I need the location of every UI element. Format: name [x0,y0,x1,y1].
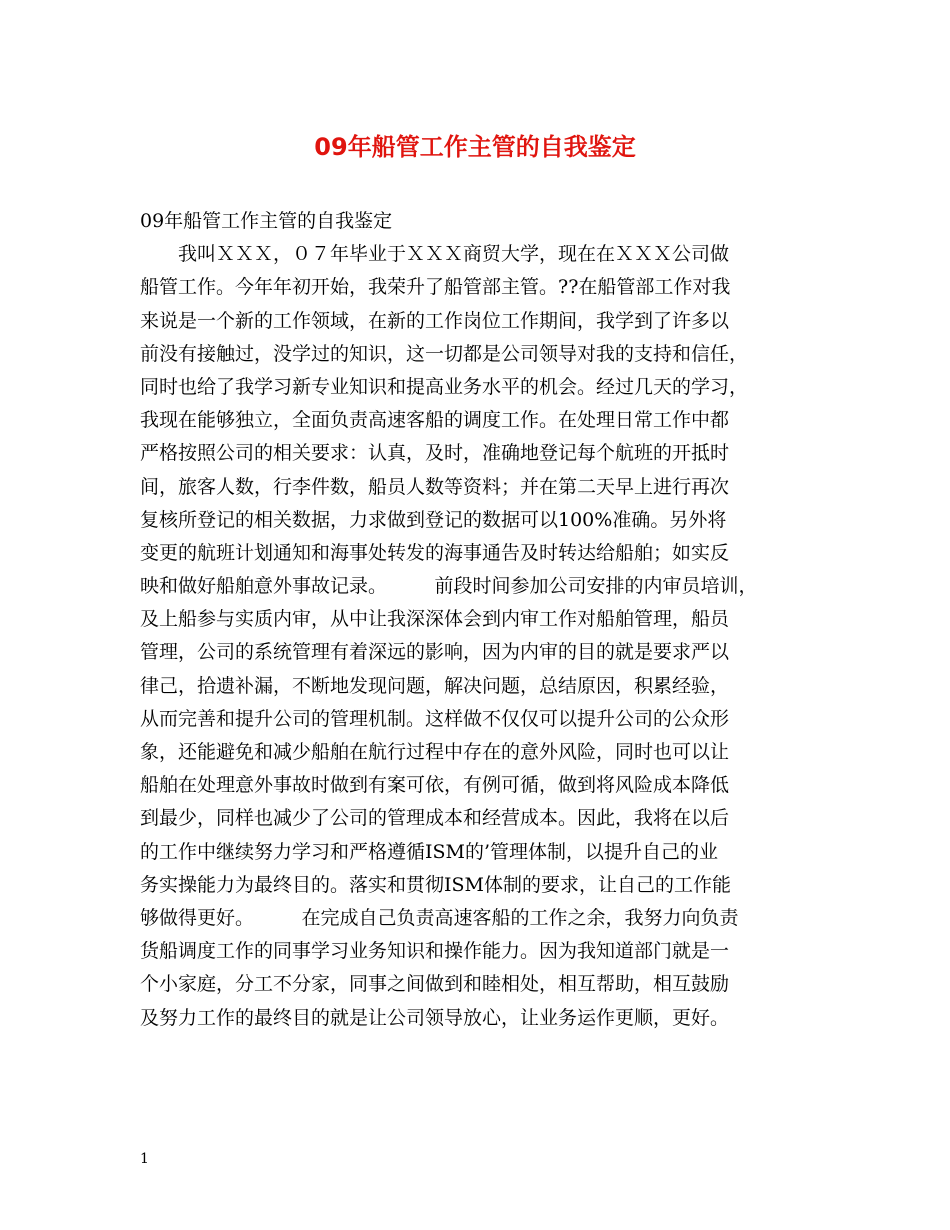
body-line: 及上船参与实质内审，从中让我深深体会到内审工作对船舶管理，船员 [140,608,730,631]
body-line: 象，还能避免和减少船舶在航行过程中存在的意外风险，同时也可以让 [140,741,730,763]
body-line: 前没有接触过，没学过的知识，这一切都是公司领导对我的支持和信任， [140,342,749,365]
body-line: 变更的航班计划通知和海事处转发的海事通告及时转达给船舶；如实反 [140,541,730,564]
body-line: 从而完善和提升公司的管理机制。这样做不仅仅可以提升公司的公众形 [140,707,730,730]
body-line: 律己，拾遗补漏，不断地发现问题，解决问题，总结原因，积累经验， [140,674,730,697]
page-number: 1 [140,1151,149,1167]
body-line: 管理，公司的系统管理有着深远的影响，因为内审的目的就是要求严以 [140,641,730,664]
body-line: 09年船管工作主管的自我鉴定 [140,210,393,232]
body-line: 个小家庭，分工不分家，同事之间做到和睦相处，相互帮助，相互鼓励 [140,973,730,996]
body-line: 我叫ＸＸＸ，０７年毕业于ＸＸＸ商贸大学，现在在ＸＸＸ公司做 [140,243,730,266]
document-body [140,205,820,1035]
body-line: 的工作中继续努力学习和严格遵循ISM的’管理体制，以提升自己的业 [140,840,719,863]
document-title: 09年船管工作主管的自我鉴定 [314,133,636,161]
body-line: 务实操能力为最终目的。落实和贯彻ISM体制的要求，让自己的工作能 [140,873,731,896]
body-line: 及努力工作的最终目的就是让公司领导放心，让业务运作更顺，更好。 [140,1006,730,1029]
body-line: 船舶在处理意外事故时做到有案可依，有例可循，做到将风险成本降低 [140,774,730,797]
body-line: 严格按照公司的相关要求：认真，及时，准确地登记每个航班的开抵时 [140,442,730,465]
body-line: 我现在能够独立，全面负责高速客船的调度工作。在处理日常工作中都 [140,409,730,432]
body-line: 到最少，同样也减少了公司的管理成本和经营成本。因此，我将在以后 [140,807,730,830]
body-line: 间，旅客人数，行李件数，船员人数等资料；并在第二天早上进行再次 [140,475,730,498]
body-line: 来说是一个新的工作领域，在新的工作岗位工作期间，我学到了许多以 [140,309,730,332]
body-line: 复核所登记的相关数据，力求做到登记的数据可以100%准确。另外将 [140,508,727,531]
body-line: 货船调度工作的同事学习业务知识和操作能力。因为我知道部门就是一 [140,940,730,963]
body-line: 够做得更好。 在完成自己负责高速客船的工作之余，我努力向负责 [140,906,739,929]
body-line: 船管工作。今年年初开始，我荣升了船管部主管。??在船管部工作对我 [140,276,731,299]
body-line: 映和做好船舶意外事故记录。 前段时间参加公司安排的内审员培训， [140,575,758,598]
body-line: 同时也给了我学习新专业知识和提高业务水平的机会。经过几天的学习， [140,375,749,398]
